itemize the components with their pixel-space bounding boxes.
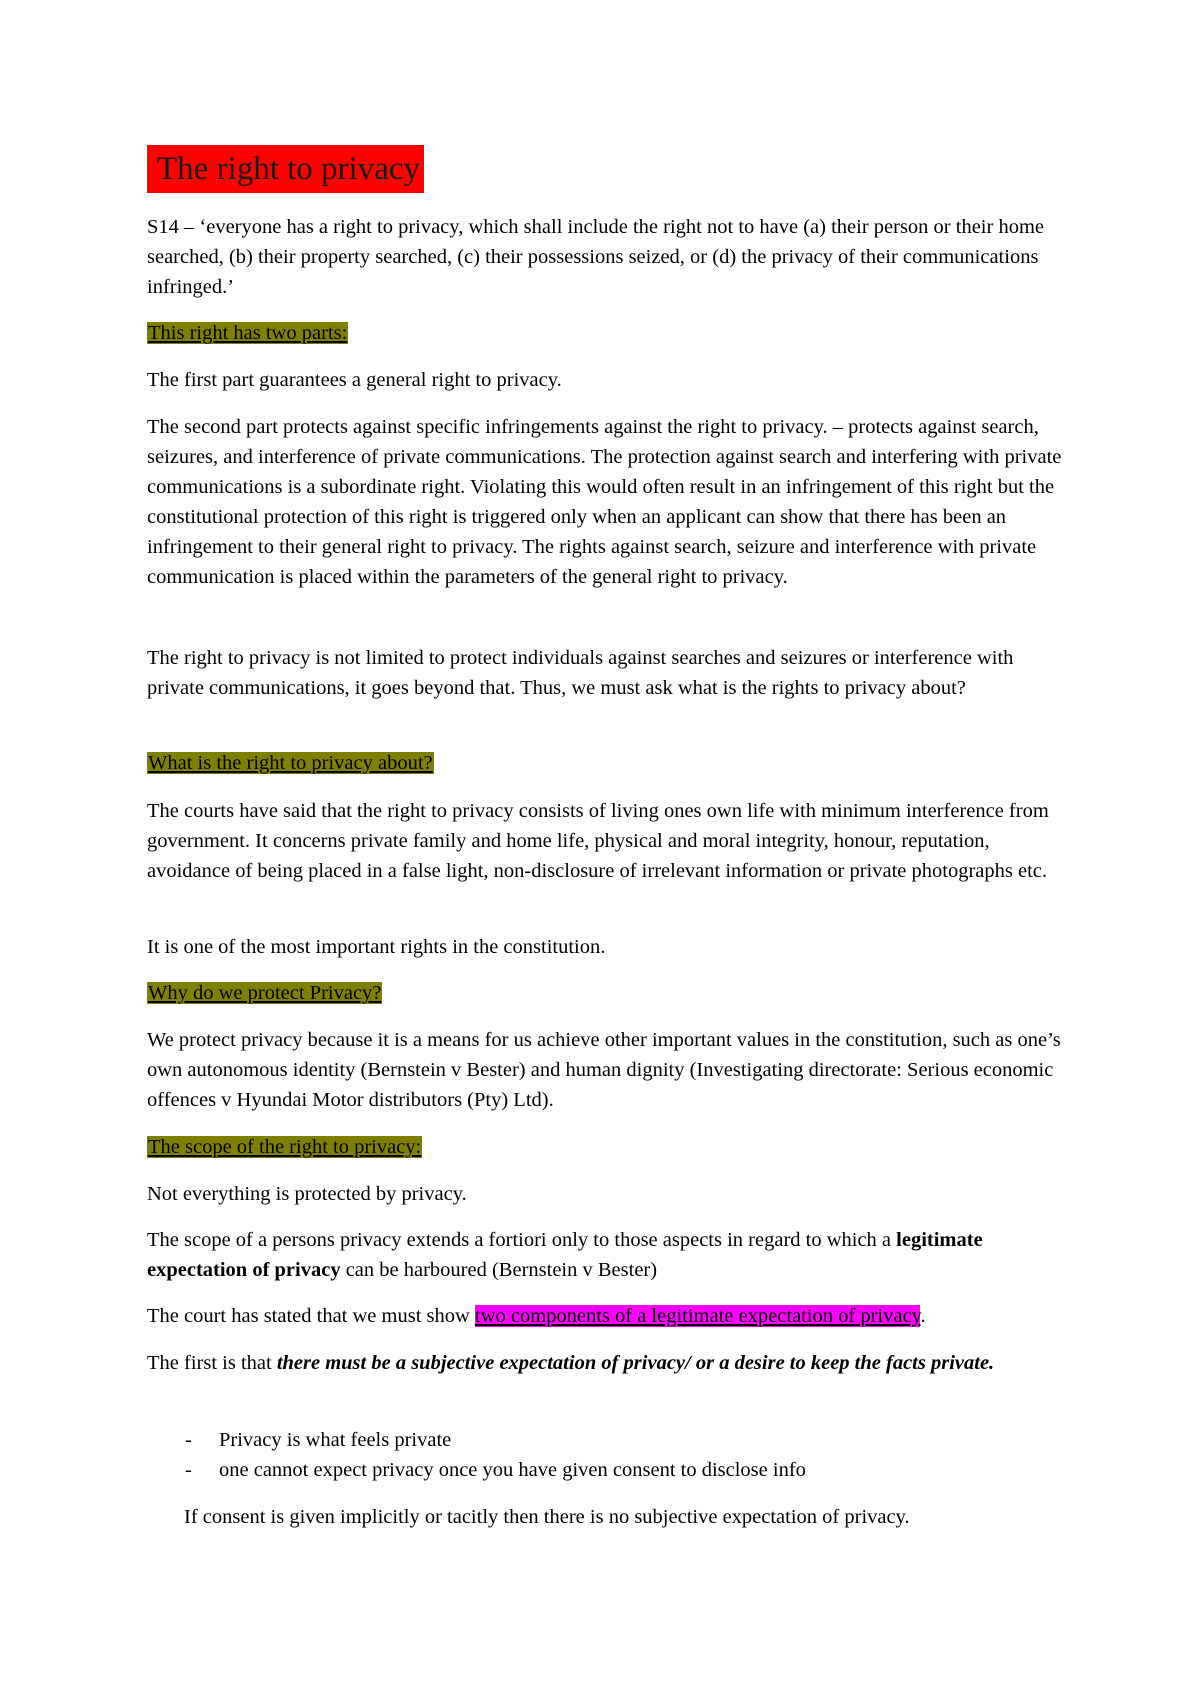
paragraph-beyond: The right to privacy is not limited to protect individuals against searches and seizures or interference with private communications, it goes beyond that. Thus, we must ask what is the rights to privacy about? <box>147 647 1014 699</box>
section-heading-two-parts <box>147 318 1067 348</box>
paragraph-consent: If consent is given implicitly or tacitly then there is no subjective expectation of privacy. <box>184 1506 910 1528</box>
s14-quote: S14 – ‘everyone has a right to privacy, which shall include the right not to have (a) their person or their home searched, (b) their property searched, (c) their possessions seized, or (d) the privacy of their communications infringed.’ <box>147 216 1044 298</box>
paragraph-not-everything: Not everything is protected by privacy. <box>147 1183 467 1205</box>
heading-highlight: What is the right to privacy about? <box>148 752 433 774</box>
section-heading-scope <box>147 1132 1067 1162</box>
page-title: The right to privacy <box>147 145 424 193</box>
paragraph-second-part: The second part protects against specific infringements against the right to privacy. – protects against search, seizures, and interference of private communications. The protection against search and interfering with private communications is a subordinate right. Violating this would often result in an infringement of this right but the constitutional protection of this right is triggered only when an applicant can show that there has been an infringement to their general right to privacy. The rights against search, seizure and interference with private communication is placed within the parameters of the general right to privacy. <box>147 416 1062 588</box>
bullet-list <box>147 1425 1067 1485</box>
list-item: - one cannot expect privacy once you have given consent to disclose info <box>147 1455 1067 1485</box>
paragraph-why: We protect privacy because it is a means for us achieve other important values in the constitution, such as one’s own autonomous identity (Bernstein v Bester) and human dignity (Investigating directorate: Serious economic offences v Hyundai Motor distributors (Pty) Ltd). <box>147 1029 1061 1111</box>
section-heading-about <box>147 748 1067 778</box>
list-item: - Privacy is what feels private <box>147 1425 1067 1455</box>
paragraph-first-component: The first is that there must be a subjective expectation of privacy/ or a desire to keep the facts private. <box>147 1352 995 1374</box>
heading-highlight: This right has two parts: <box>148 322 348 344</box>
paragraph-courts: The courts have said that the right to privacy consists of living ones own life with minimum interference from government. It concerns private family and home life, physical and moral integrity, honour, reputation, avoidance of being placed in a false light, non-disclosure of irrelevant information or private photographs etc. <box>147 800 1049 882</box>
paragraph-two-components: The court has stated that we must show two components of a legitimate expectation of privacy. <box>147 1305 926 1327</box>
paragraph-scope: The scope of a persons privacy extends a fortiori only to those aspects in regard to which a legitimate expectation of privacy can be harboured (Bernstein v Bester) <box>147 1229 983 1281</box>
paragraph-first-part: The first part guarantees a general right to privacy. <box>147 369 562 391</box>
heading-highlight: Why do we protect Privacy? <box>148 982 382 1004</box>
heading-highlight: The scope of the right to privacy: <box>148 1136 422 1158</box>
two-components-highlight: two components of a legitimate expectation of privacy <box>474 1305 921 1327</box>
subjective-expectation-emphasis: there must be a subjective expectation of privacy/ or a desire to keep the facts private. <box>276 1352 995 1374</box>
section-heading-why <box>147 978 1067 1008</box>
legitimate-expectation-bold: legitimate expectation of privacy <box>147 1229 983 1281</box>
paragraph-important: It is one of the most important rights in the constitution. <box>147 936 606 958</box>
